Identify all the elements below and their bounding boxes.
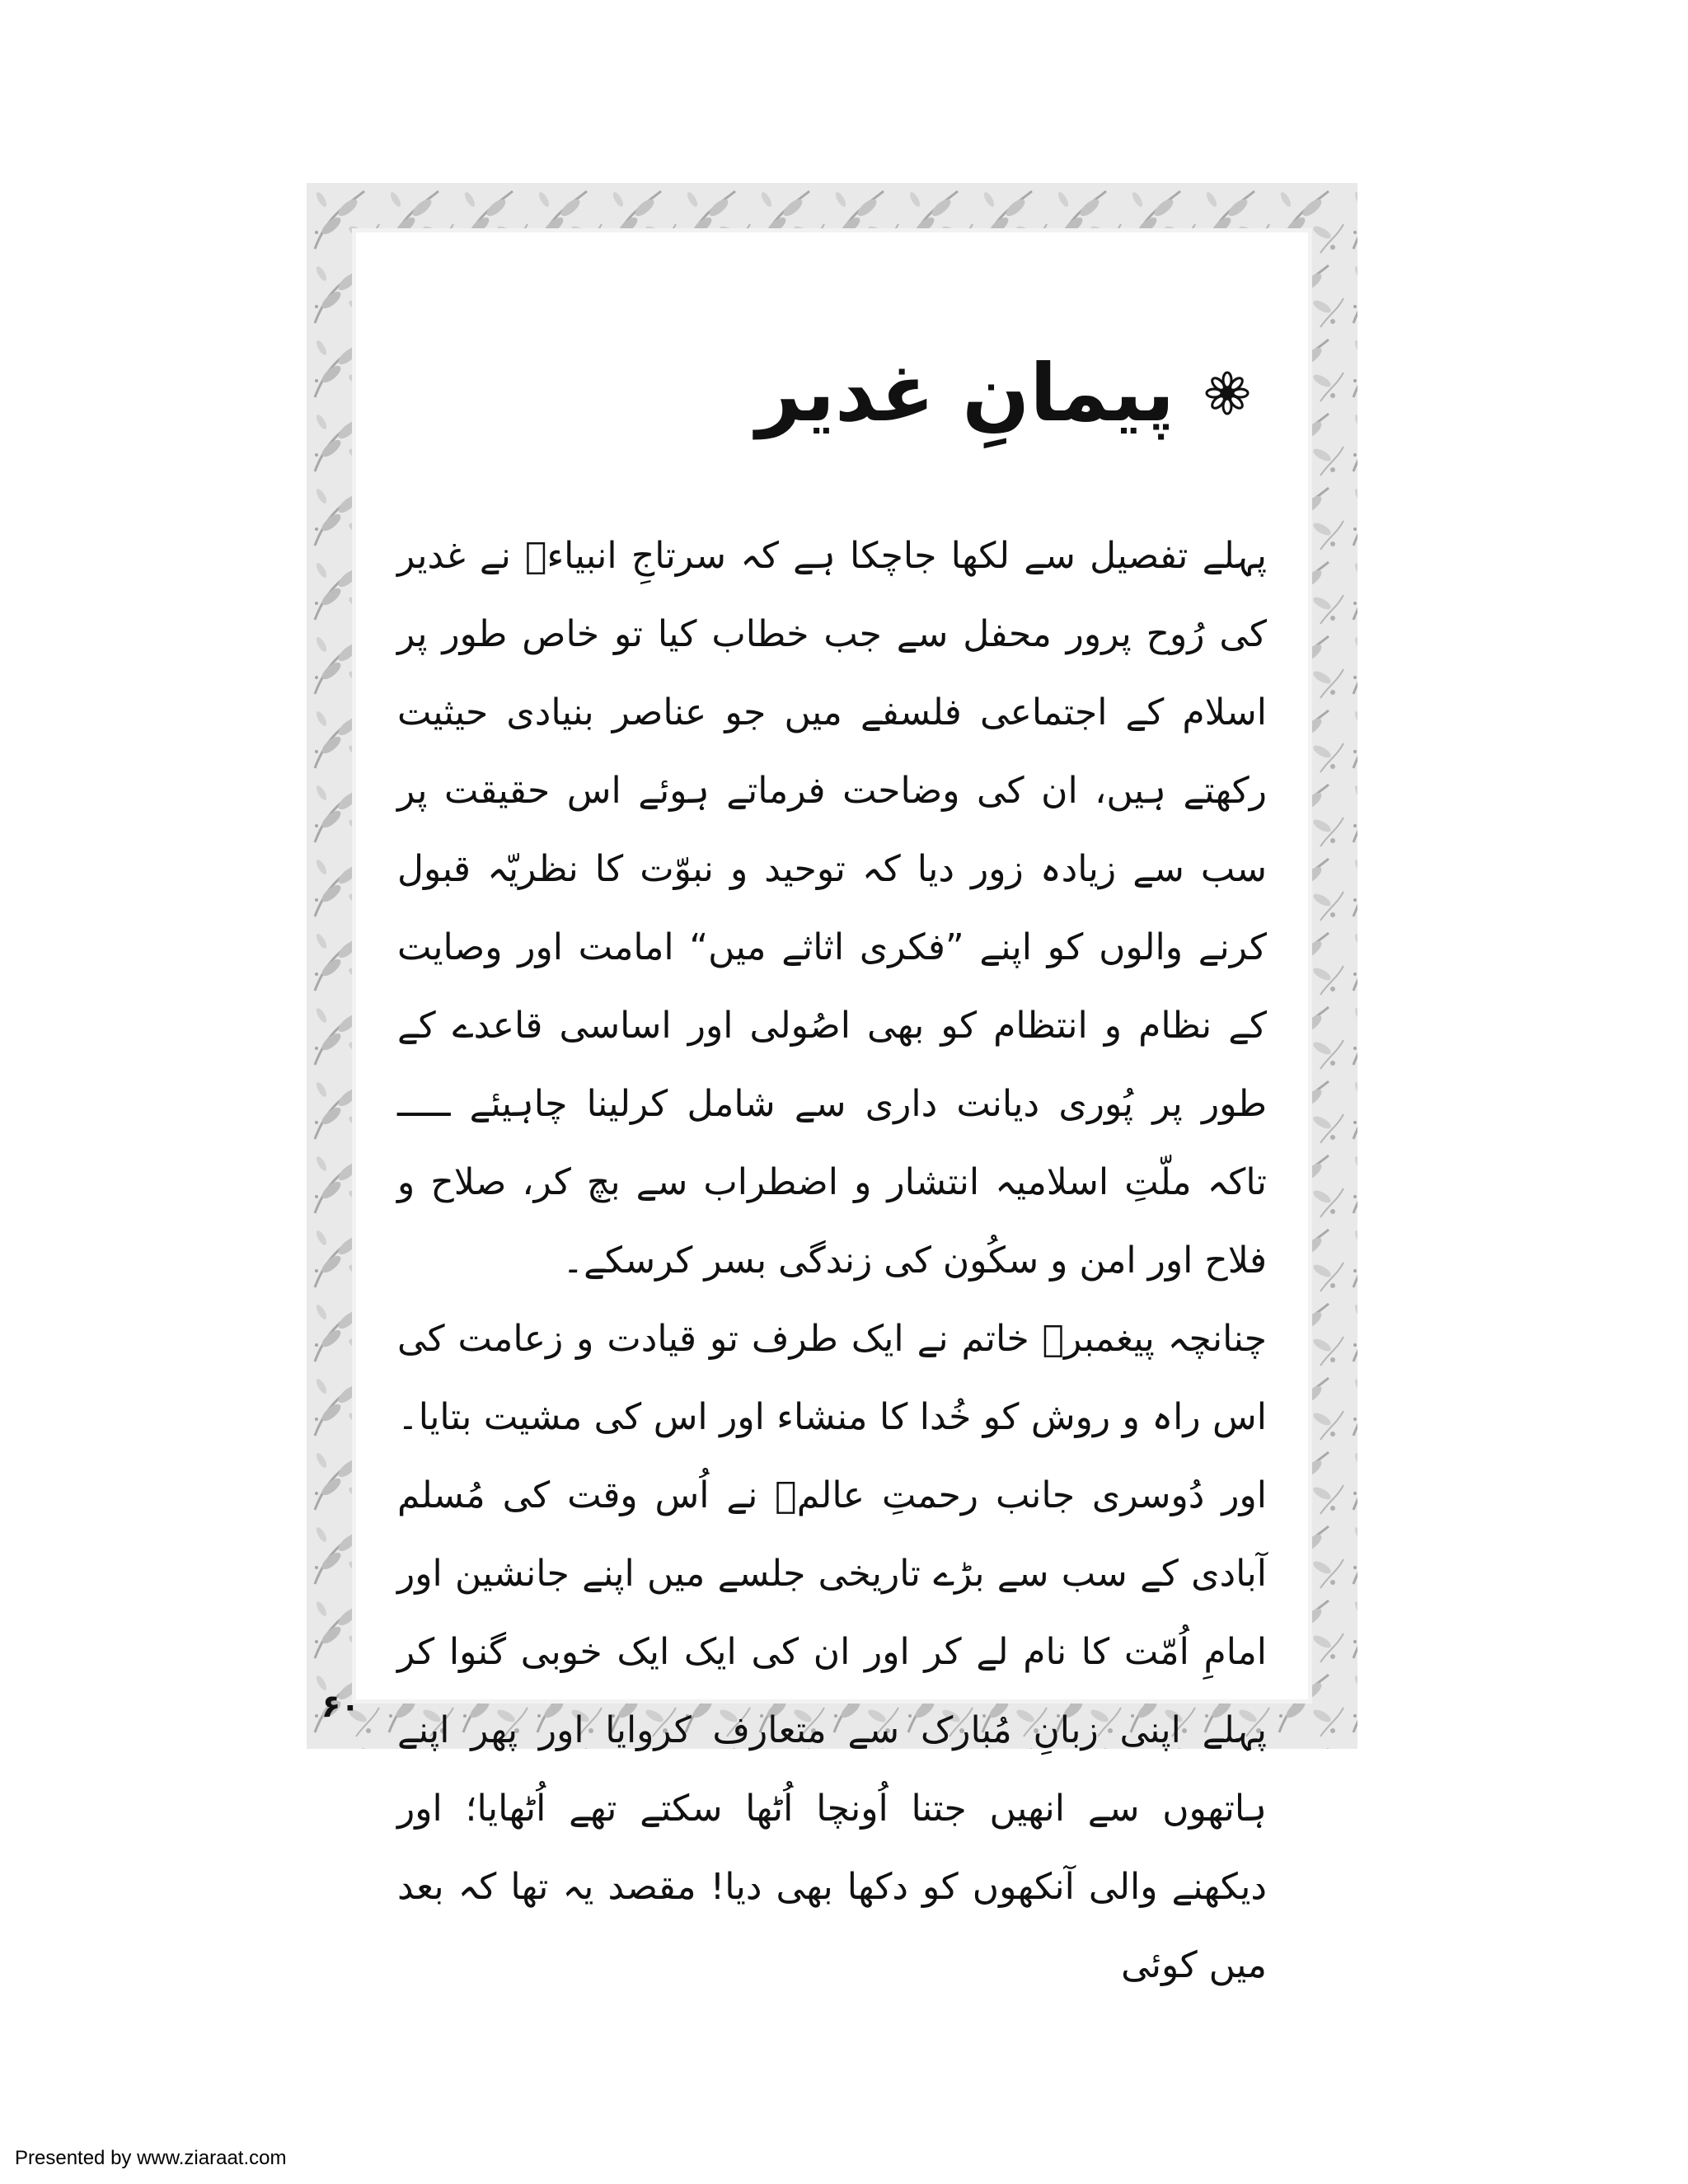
paragraph: پہلے تفصیل سے لکھا جاچکا ہے کہ سرتاجِ انبیاءؑ نے غدیر کی رُوح پرور محفل سے جب خطاب کیا تو خاص طور پر اسلام کے اجتماعی فلسفے میں جو عناصر بنیادی حیثیت رکھتے ہیں، ان کی وضاحت فرماتے ہوئے اس حقیقت پر سب سے زیادہ زور دیا کہ توحید و نبوّت کا نظریّہ قبول کرنے والوں کو اپنے ”فکری اثاثے میں“ امامت اور وصایت کے نظام و انتظام کو بھی اصُولی اور اساسی قاعدے کے طور پر پُوری دیانت داری سے شامل کرلینا چاہیئے ـــــ تاکہ ملّتِ اسلامیہ انتشار و اضطراب سے بچ کر، صلاح و فلاح اور امن و سکُون کی زندگی بسر کرسکے۔ <box>397 535 1267 1282</box>
body-text <box>397 517 1267 2004</box>
flower-icon <box>1204 370 1250 416</box>
chapter-heading <box>356 331 1308 455</box>
page-number: ۶۰ <box>321 1688 360 1724</box>
paragraph: چنانچہ پیغمبرؐ خاتم نے ایک طرف تو قیادت و زعامت کی اس راہ و روش کو خُدا کا منشاء اور اس کی مشیت بتایا۔ اور دُوسری جانب رحمتِ عالمؐ نے اُس وقت کی مُسلم آبادی کے سب سے بڑے تاریخی جلسے میں اپنے جانشین اور امامِ اُمّت کا نام لے کر اور ان کی ایک ایک خوبی گنوا کر پہلے اپنی زبانِ مُبارک سے متعارف کروایا اور پھر اپنے ہاتھوں سے انھیں جتنا اُونچا اُٹھا سکتے تھے اُٹھایا؛ اور دیکھنے والی آنکھوں کو دکھا بھی دیا! مقصد یہ تھا کہ بعد میں کوئی <box>397 1318 1267 1986</box>
footer-credit: Presented by www.ziaraat.com <box>15 2147 287 2169</box>
page-content <box>356 232 1308 1986</box>
page-title: پیمانِ غدیر <box>756 347 1175 439</box>
book-page <box>307 183 1357 1986</box>
